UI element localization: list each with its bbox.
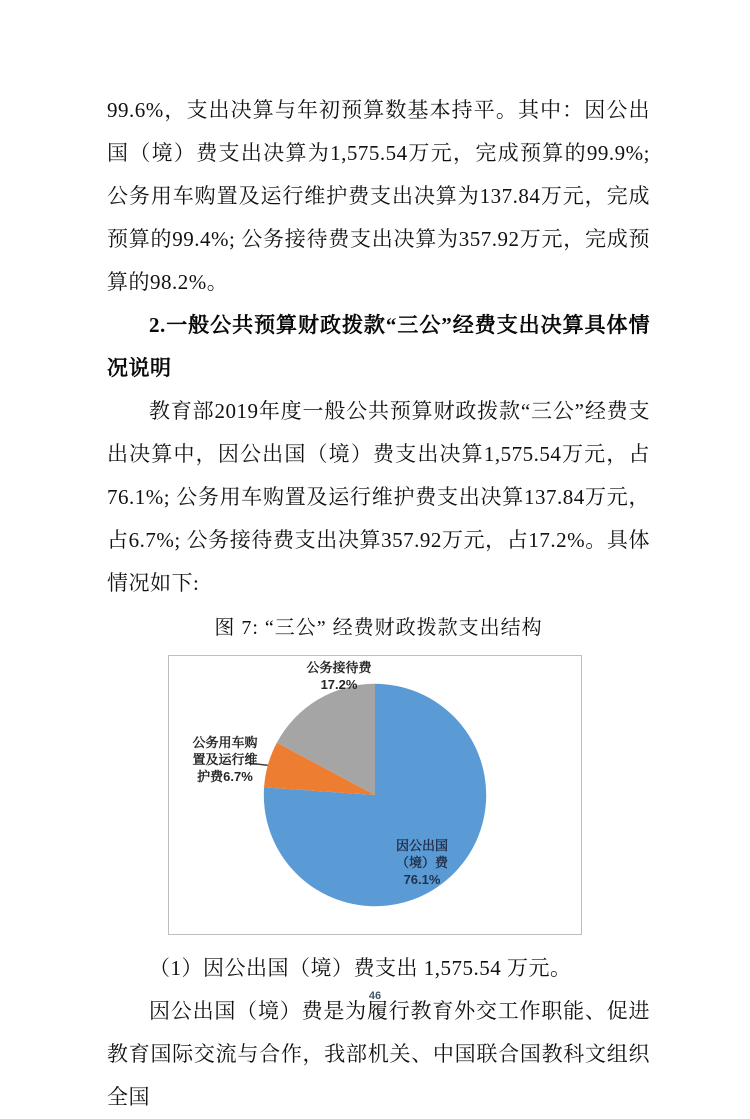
pie-label-vehicle-line1: 公务用车购 <box>192 735 258 750</box>
pie-label-vehicle-line2: 置及运行维 <box>192 752 258 767</box>
pie-chart-frame <box>168 655 582 935</box>
pie-chart-svg <box>169 656 581 934</box>
pie-label-abroad-pct: 76.1% <box>403 872 441 887</box>
pie-label-abroad <box>369 837 475 888</box>
pie-label-vehicle-line3: 护费6.7% <box>197 769 253 784</box>
pie-label-reception-pct: 17.2% <box>320 677 358 692</box>
section-heading: 2.一般公共预算财政拨款“三公”经费支出决算具体情况说明 <box>107 313 650 380</box>
pie-label-abroad-line1: 因公出国 <box>395 838 448 853</box>
figure-caption: 图 7: “三公” 经费财政拨款支出结构 <box>214 617 543 639</box>
pie-label-reception <box>274 659 404 693</box>
paragraph-item1-title: （1）因公出国（境）费支出 1,575.54 万元。 <box>149 956 572 980</box>
text-column <box>107 89 650 1119</box>
paragraph-budget-summary: 99.6%，支出决算与年初预算数基本持平。其中：因公出国（境）费支出决算为1,575.54万元，完成预算的99.9%; 公务用车购置及运行维护费支出决算为137.84万元，完成预算的99.4%; 公务接待费支出决算为357.92万元，完成预算的98.2%。 <box>107 98 650 294</box>
pie-label-abroad-line2: （境）费 <box>395 855 448 870</box>
paragraph-item1-detail: 因公出国（境）费是为履行教育外交工作职能、促进教育国际交流与合作，我部机关、中国联合国教科文组织全国 <box>107 999 650 1109</box>
pie-label-reception-name: 公务接待费 <box>306 660 372 675</box>
paragraph-expense-breakdown: 教育部2019年度一般公共预算财政拨款“三公”经费支出决算中，因公出国（境）费支出决算1,575.54万元，占76.1%; 公务用车购置及运行维护费支出决算137.84万元，占6.7%; 公务接待费支出决算357.92万元，占17.2%。具体情况如下: <box>107 399 650 595</box>
pie-label-vehicle <box>177 734 273 785</box>
page-number: 46 <box>368 990 382 1002</box>
